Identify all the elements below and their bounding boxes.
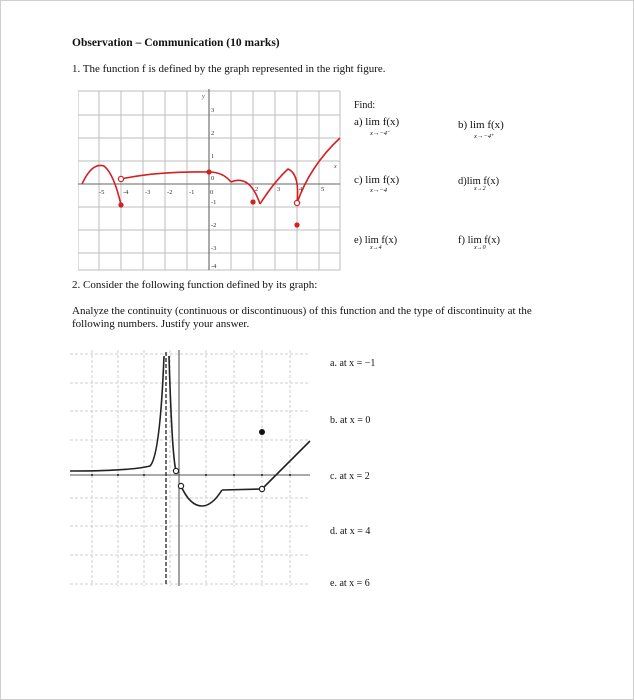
y-tick-label: -3 — [211, 245, 217, 252]
x-tick-label: -5 — [99, 189, 105, 196]
limit-item-d: d)lim f(x) x→2 — [458, 176, 500, 192]
x-tick-label: -3 — [145, 189, 151, 196]
question-2-text: 2. Consider the following function defined by its graph: — [72, 279, 318, 291]
graph-2 — [70, 346, 320, 596]
continuity-item-a: a. at x = −1 — [330, 358, 376, 369]
x-tick-label: -1 — [189, 189, 195, 196]
limit-item-b: b) lim f(x) x→−4⁺ — [458, 119, 504, 140]
continuity-item-b: b. at x = 0 — [330, 415, 371, 426]
x-tick-label: 0 — [210, 189, 214, 196]
x-tick-label: 4 — [299, 186, 303, 193]
x-tick-label: 3 — [277, 186, 281, 193]
y-axis-label: y — [202, 94, 205, 100]
limit-item-a: a) lim f(x) x→−4⁻ — [354, 116, 400, 137]
x-tick-label: -2 — [167, 189, 173, 196]
x-axis-label: x — [334, 164, 337, 170]
x-tick-label: -4 — [123, 189, 129, 196]
continuity-item-d: d. at x = 4 — [330, 526, 371, 537]
question-2-instructions: Analyze the continuity (continuous or discontinuous) of this function and the type of discontinuity at the following numbers. Justify your answer. — [72, 305, 532, 330]
x-tick-label: 5 — [321, 186, 325, 193]
graph-1 — [78, 86, 348, 272]
y-tick-label: 0 — [211, 175, 215, 182]
question-1-text: 1. The function f is defined by the graph represented in the right figure. — [72, 63, 386, 75]
y-tick-label: -4 — [211, 263, 217, 270]
page-title: Observation – Communication (10 marks) — [72, 37, 280, 49]
find-label: Find: — [354, 100, 376, 111]
y-tick-label: 3 — [211, 107, 215, 114]
x-tick-label: 2 — [255, 186, 259, 193]
y-tick-label: -2 — [211, 222, 217, 229]
continuity-item-e: e. at x = 6 — [330, 578, 370, 589]
y-tick-label: 1 — [211, 153, 215, 160]
limit-item-e: e) lim f(x) x→4 — [354, 235, 398, 251]
limit-item-c: c) lim f(x) x→−4 — [354, 174, 400, 194]
y-tick-label: -1 — [211, 199, 217, 206]
limit-item-f: f) lim f(x) x→0 — [458, 235, 500, 251]
y-tick-label: 2 — [211, 130, 215, 137]
continuity-item-c: c. at x = 2 — [330, 471, 370, 482]
